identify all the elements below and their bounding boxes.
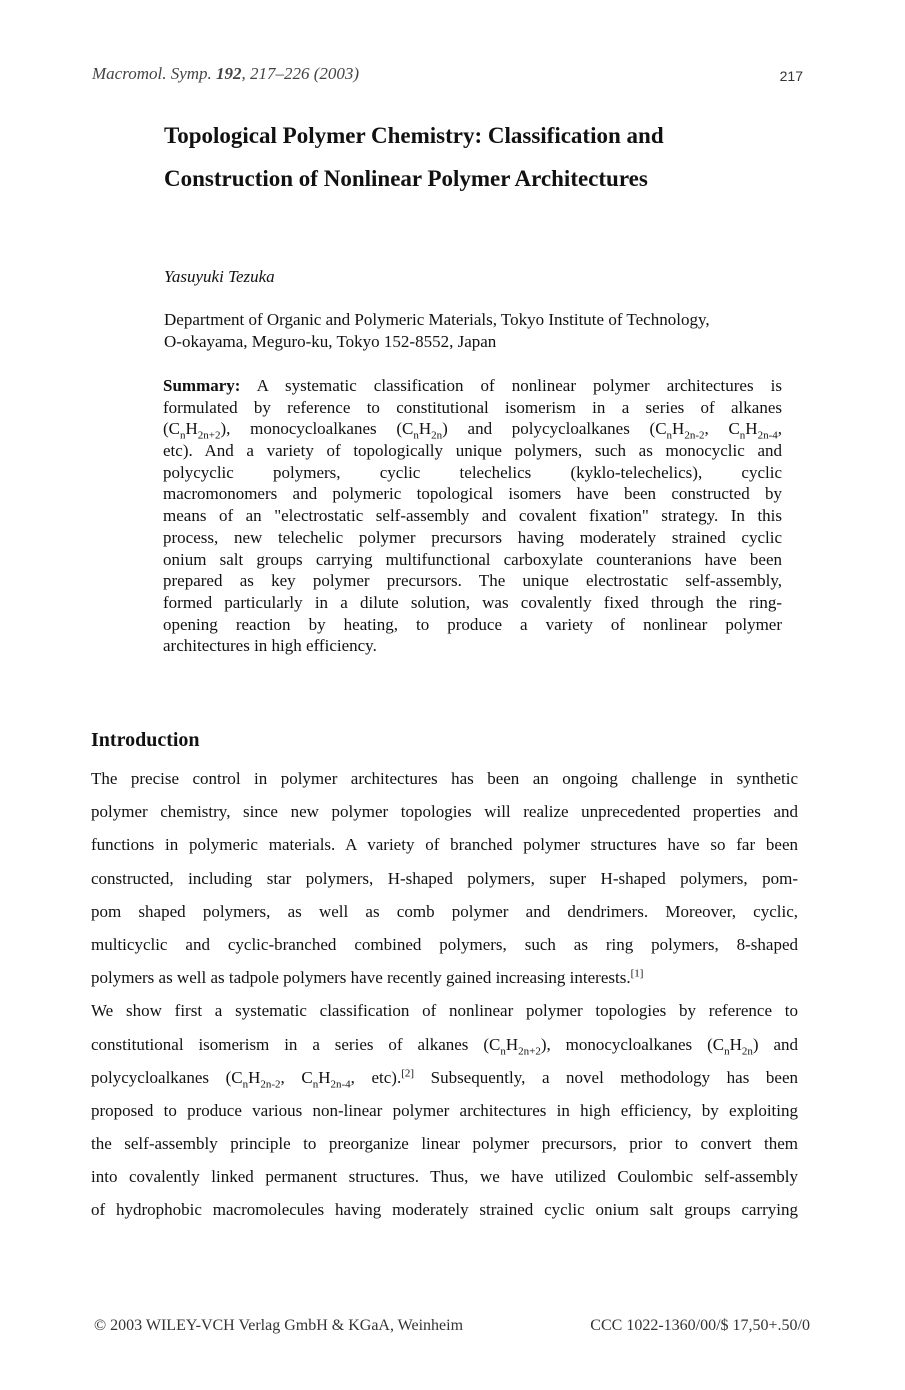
subscript: n [500, 1044, 506, 1057]
subscript: 2n [431, 429, 443, 441]
subscript: n [724, 1044, 730, 1057]
text-line: polymers as well as tadpole polymers have recently gained increasing interests.[1] [91, 967, 644, 988]
affiliation-line: O-okayama, Meguro-ku, Tokyo 152-8552, Japan [164, 332, 497, 351]
subscript: 2n [741, 1044, 753, 1057]
paper-title [164, 114, 664, 200]
summary-abstract [163, 375, 782, 657]
paragraph [91, 994, 798, 1226]
text-line: the self-assembly principle to preorganize linear polymer precursors, prior to convert them [91, 1134, 798, 1154]
subscript: 2n-4 [330, 1078, 351, 1091]
text-line: $(C_nH_{2n+2})$, monocycloalkanes $(C_nH_{2n})$ and polycycloalkanes ($C_nH_{2n-2}$, $C_nH_{2n-4}$, [163, 419, 782, 441]
text-line: polymer chemistry, since new polymer topologies will realize unprecedented properties and [91, 802, 798, 822]
superscript: [2] [401, 1067, 415, 1080]
text-line: polycyclic polymers, cyclic telechelics (kyklo-telechelics), cyclic [163, 462, 782, 482]
text-line: The precise control in polymer architectures has been an ongoing challenge in synthetic [91, 769, 798, 788]
subscript: n [739, 429, 746, 441]
text-line: multicyclic and cyclic-branched combined polymers, such as ring polymers, 8-shaped [91, 934, 798, 954]
subscript: n [413, 429, 419, 441]
subscript: n [312, 1078, 319, 1091]
affiliation-line: Department of Organic and Polymeric Materials, Tokyo Institute of Technology, [164, 310, 710, 329]
subscript: 2n-2 [684, 429, 705, 441]
journal-volume: 192 [216, 64, 242, 83]
section-heading-introduction: Introduction [91, 729, 200, 751]
text-line: of hydrophobic macromolecules having moderately strained cyclic onium salt groups carrying [91, 1200, 798, 1220]
text-line: pom shaped polymers, as well as comb polymer and dendrimers. Moreover, cyclic, [91, 901, 798, 921]
subscript: 2n-2 [260, 1078, 281, 1091]
subscript: 2n+2 [518, 1044, 541, 1057]
text-line: means of an "electrostatic self-assembly and covalent fixation" strategy. In this [163, 506, 782, 526]
text-line: functions in polymeric materials. A variety of branched polymer structures have so far been [91, 835, 798, 855]
subscript: 2n+2 [197, 429, 221, 441]
text-line: formulated by reference to constitutional isomerism in a series of alkanes [163, 397, 782, 417]
ccc-code: CCC 1022-1360/00/$ 17,50+.50/0 [590, 1317, 810, 1334]
subscript: n [180, 429, 186, 441]
text-line: macromonomers and polymeric topological isomers have been constructed by [163, 484, 782, 504]
page-number: 217 [779, 68, 803, 84]
text-line: architectures in high efficiency. [163, 636, 377, 656]
text-line: formed particularly in a dilute solution, was covalently fixed through the ring- [163, 592, 782, 612]
text-line: We show first a systematic classification of nonlinear polymer topologies by reference to [91, 1001, 798, 1021]
superscript: [1] [630, 967, 644, 980]
author: Yasuyuki Tezuka [164, 267, 275, 286]
text-line: into covalently linked permanent structures. Thus, we have utilized Coulombic self-assembly [91, 1167, 798, 1187]
text-line: onium salt groups carrying multifunctional carboxylate counteranions have been [163, 549, 782, 569]
summary-label: Summary: [163, 376, 241, 395]
text-line: Summary: A systematic classification of nonlinear polymer architectures is [163, 376, 782, 395]
text-line: opening reaction by heating, to produce a variety of nonlinear polymer [163, 614, 782, 634]
text-line: prepared as key polymer precursors. The unique electrostatic self-assembly, [163, 571, 782, 591]
subscript: n [666, 429, 673, 441]
introduction-body [91, 762, 798, 1227]
copyright-notice: © 2003 WILEY-VCH Verlag GmbH & KGaA, Weinheim [94, 1317, 464, 1334]
title-line: Topological Polymer Chemistry: Classification and [164, 123, 664, 148]
paragraph [91, 762, 798, 994]
affiliation [164, 309, 710, 353]
subscript: 2n-4 [757, 429, 778, 441]
journal-citation [92, 64, 359, 84]
journal-pages-year: , 217–226 (2003) [241, 64, 360, 83]
subscript: n [242, 1078, 249, 1091]
journal-name: Macromol. Symp. [92, 64, 212, 83]
text-line: polycycloalkanes ($C_nH_{2n-2}$, $C_nH_{2n-4}$, etc).[2] Subsequently, a novel methodology has been [91, 1067, 798, 1091]
text-line: etc). And a variety of topologically unique polymers, such as monocyclic and [163, 441, 782, 461]
text-line: constructed, including star polymers, H-shaped polymers, super H-shaped polymers, pom- [91, 868, 798, 888]
text-line: process, new telechelic polymer precursors having moderately strained cyclic [163, 527, 782, 547]
title-line: Construction of Nonlinear Polymer Architectures [164, 166, 648, 191]
text-line: constitutional isomerism in a series of alkanes $(C_nH_{2n+2})$, monocycloalkanes $(C_nH_{2n})$ and [91, 1034, 798, 1057]
text-line: proposed to produce various non-linear polymer architectures in high efficiency, by exploiting [91, 1100, 798, 1120]
